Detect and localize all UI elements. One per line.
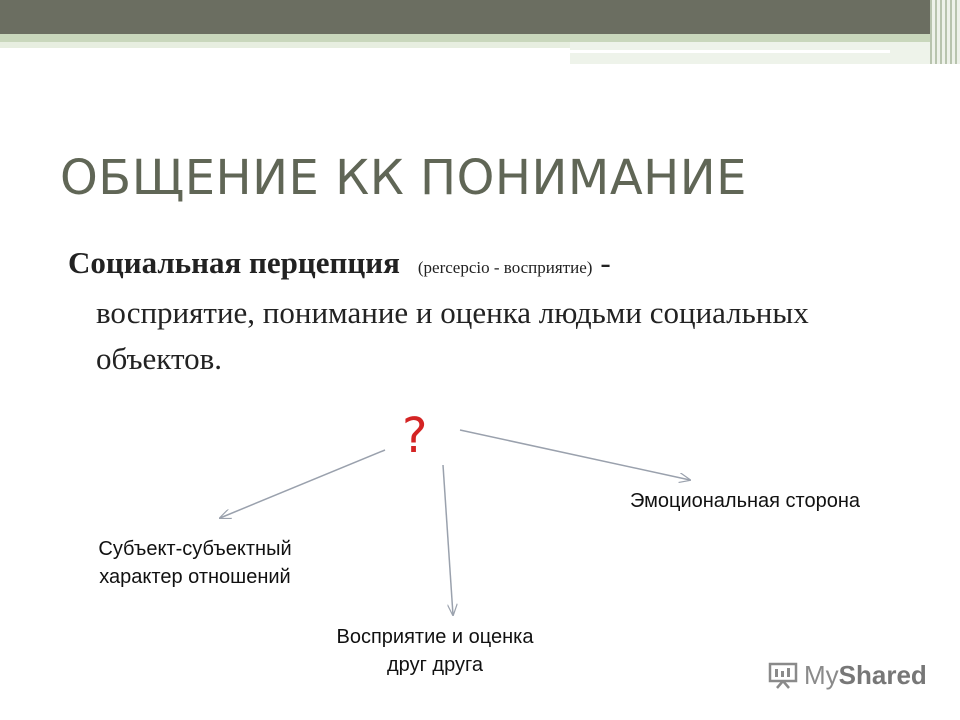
presentation-board-icon — [768, 661, 798, 689]
label-subject-line1: Субъект-субъектный — [98, 538, 292, 560]
arrow-to-emotional — [460, 430, 690, 480]
slide-title: ОБЩЕНИЕ КК ПОНИМАНИЕ — [60, 150, 747, 206]
label-emotional-side: Эмоциональная сторона — [629, 490, 861, 512]
watermark-suffix: Shared — [838, 659, 927, 690]
definition-term: Социальная перцепция — [68, 245, 400, 280]
arrow-to-subject — [220, 450, 385, 518]
label-perception-line1: Восприятие и оценка — [336, 626, 534, 648]
arrow-to-perception — [443, 465, 453, 615]
question-mark: ? — [402, 408, 428, 464]
definition-dash: - — [600, 245, 611, 280]
label-perception-line2: друг друга — [387, 654, 483, 676]
label-subject-line2: характер отношений — [99, 566, 291, 588]
definition-etymology: (percepcio - восприятие) — [417, 258, 593, 277]
myshared-watermark — [768, 658, 927, 692]
watermark-prefix: My — [804, 659, 839, 690]
label-mutual-perception — [300, 623, 570, 679]
watermark-text — [804, 660, 927, 691]
label-subject-subject — [60, 535, 330, 591]
definition-text: восприятие, понимание и оценка людьми социальных объектов. — [96, 295, 809, 376]
